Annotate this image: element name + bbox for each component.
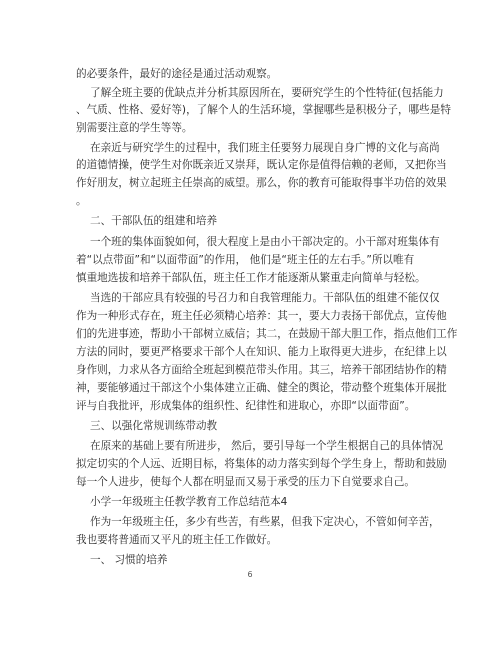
text-line: 着“以点带面”和“以面带面”的作用， 他们是“班主任的左右手。”所以唯有 [76, 254, 415, 266]
section-heading: 三、以强化常规训练带动教 [90, 420, 218, 432]
page-number: 6 [247, 570, 253, 579]
text-line: 的必要条件，最好的途径是通过活动观察。 [76, 68, 278, 80]
text-line: 一个班的集体面貌如何，很大程度上是由小干部决定的。小干部对班集体有 [90, 236, 440, 248]
text-line: 慎重地选拔和培养干部队伍，班主任工作才能逐渐从繁重走向简单与轻松。 [76, 272, 426, 284]
text-line: 身作则，力求从各方面给全班起到模范带头作用。其三，培养干部团结协作的精 [76, 364, 447, 376]
text-line: 作好朋友，树立起班主任崇高的威望。那么，你的教育可能取得事半功倍的效果 [76, 177, 447, 189]
text-line: 们的先进事迹，帮助小干部树立威信；其二，在鼓励干部大胆工作，指点他们工作 [76, 328, 458, 340]
text-line: 的道德情操，使学生对你既亲近又崇拜，既认定你是值得信赖的老师，又把你当 [76, 159, 447, 171]
document-subtitle: 小学一年级班主任教学教育工作总结范本4 [90, 496, 288, 508]
section-heading: 一、 习惯的培养 [90, 554, 168, 566]
text-line: 。 [76, 195, 87, 207]
section-heading: 二、干部队伍的组建和培养 [90, 215, 218, 227]
text-line: 我也要将普通而又平凡的班主任工作做好。 [76, 534, 278, 546]
text-line: 评与自我批评，形成集体的组织性、纪律性和进取心，亦即“以面带面”。 [76, 400, 416, 412]
text-line: 在原来的基础上要有所进步， 然后，要引导每一个学生根据自己的具体情况 [90, 440, 443, 452]
text-line: 别需要注意的学生等等。 [76, 122, 193, 134]
text-line: 方法的同时，要更严格要求干部个人在知识、能力上取得更大进步，在纪律上以 [76, 346, 447, 358]
text-line: 作为一年级班主任，多少有些苦，有些累，但我下定决心，不管如何辛苦， [90, 516, 440, 528]
text-line: 作为一种形式存在，班主任必须精心培养：其一，要大力表扬干部优点，宣传他 [76, 310, 447, 322]
text-line: 每一个人进步，使每个人都在明显而又易于承受的压力下自觉要求自己。 [76, 476, 415, 488]
text-line: 当选的干部应具有较强的号召力和自我管理能力。干部队伍的组建不能仅仅 [90, 292, 440, 304]
text-line: 了解全班主要的优缺点并分析其原因所在，要研究学生的个性特征(包括能力 [90, 87, 444, 99]
text-line: 、气质、性格、爱好等)，了解个人的生活环境，掌握哪些是积极分子，哪些是特 [76, 104, 451, 116]
text-line: 拟定切实的个人远、近期目标，将集体的动力落实到每个学生身上，帮助和鼓励 [76, 458, 447, 470]
text-line: 神，要能够通过干部这个小集体建立正确、健全的舆论，带动整个班集体开展批 [76, 382, 447, 394]
text-line: 在亲近与研究学生的过程中，我们班主任要努力展现自身广博的文化与高尚 [90, 142, 440, 154]
